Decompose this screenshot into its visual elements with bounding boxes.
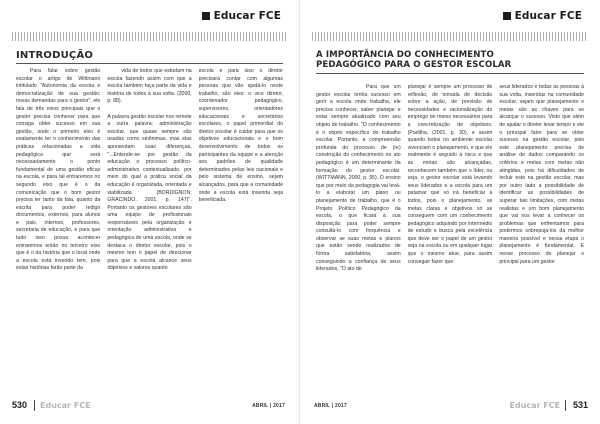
magazine-name: Educar FCE xyxy=(213,10,281,22)
page-header xyxy=(12,10,287,26)
page-number: 531 xyxy=(572,400,588,410)
paragraph: planejar é sempre um processo de reflexão, de tomada de decisão sobre a ação, de previsão de necessidades e racionalização do emprego de meios necessários para a concretização de objetivos. (Padilha, (2001, p. 30), e assim quando todos no ambiente escolar vivenciam o planejamento, e que ele realmente é seguido à risca e que as metas são alcançadas, reconhecem também que o líder, ou seja, o gestor escolar está levando seus liderados e a escola para um patamar que só irá beneficiar a todos, pois o planejamento, as metas claras e objetivos só se conseguem com um conhecimento pedagógico adquirido por intermédio de estudo e busca pela excelência que deve ser o papel de um gestor seja na escola ou em qualquer lugar que o mesmo atue, para assim conseguir fazer que xyxy=(407,84,493,265)
page-footer xyxy=(0,400,299,414)
footer-magazine-name: Educar FCE xyxy=(509,401,560,410)
page-header xyxy=(312,10,588,26)
paragraph: seus liderados e todas as pessoas à sua volta, inseridas na comunidade escolar, vejam que planejamento e metas são as chaves para se alcançar o sucesso. Visto que além de ajudar o diretor levar tempo e ele o principal fator para se obter sucesso na gestão escolar, pois este planejamento precisa de análise de dados comparando os critérios e metas com metas não atingidas, pois há dificuldades de incluir este na gestão escolar, mas por outro lado a possibilidade de identificar as possibilidades de superar tais limitações, com metas realistas e um bom planejamento que vai nos levar a conhecer os problemas que enfrentamos para podermos sobrepujá-los da melhor maneira possível e nessa etapa o planejamento é fundamental. E nesse processo de planejar o principal para um gestor xyxy=(499,84,585,265)
square-bullet-icon xyxy=(503,12,511,20)
footer-separator xyxy=(34,400,35,411)
footer-date: ABRIL | 2017 xyxy=(252,403,285,409)
text-column xyxy=(408,84,493,388)
page-number: 530 xyxy=(12,400,28,410)
paragraph: Para que um gestor escolar tenha sucesso em gerir a escola onde trabalha, ele precisa conhecer, saber planejar e estar sempre atualizado com seu objeto de trabalho. "O conhecimento é o objeto específico do trabalho escolar. Portanto, a compreensão profunda do processo de (re) construção do conhecimento no ato pedagógico é um determinante da formação do gestor escolar. (WITTMANN, 2000, p. 95). O ensino que por meio da pedagogia vai levá-lo a elaborar um plano ou planejamento de trabalho, que é o Projeto Político Pedagógico da escola, o que ficará à sua disposição para poder sempre consultá-lo com frequência e observar se suas metas e planos que estão sendo realizados de forma satisfatória, assim conseguindo a confiança de seus liderados, "O ato de xyxy=(316,84,401,273)
text-columns xyxy=(316,84,584,388)
page-footer xyxy=(300,400,600,414)
footer-magazine-name: Educar FCE xyxy=(40,401,91,410)
header-hatch-divider xyxy=(12,32,287,41)
footer-separator xyxy=(565,400,566,411)
right-page xyxy=(300,0,600,424)
text-column xyxy=(499,84,584,388)
text-column xyxy=(107,68,191,386)
title-underline xyxy=(16,63,283,64)
section-title: INTRODUÇÃO xyxy=(16,50,94,61)
paragraph: vida de todos que estudam na escola fazendo assim com que a escola também faça parte da vida e história de todos à sua volta. (2000, p. 88). A palavra gestão escolar nos remete a outra palavra: administração escolar, que quase sempre são usadas como sinônimas, mas elas apresentam suas diferenças, "...Entende-se por gestão da educação o processo político-administrativo contextualizado, por meio do qual a prática social da educação é organizada, orientada e viabilizada. (BORDIGNON; GRACINDO, 2001, p. 147)". Portanto os gestores escolares são uma equipe de profissionais responsáveis pela organização e orientação administrativa e pedagógica de uma escola, onde se destaca o diretor escolar, pois o mesmo tem o papel de direcionar para que a escola alcance seus objetivos e valores quanto xyxy=(107,68,192,272)
magazine-header-title xyxy=(503,10,582,22)
header-hatch-divider xyxy=(312,32,588,41)
section-title: A IMPORTÂNCIA DO CONHECIMENTO PEDAGÓGICO PARA O GESTOR ESCOLAR xyxy=(316,50,512,70)
text-column xyxy=(16,68,100,386)
square-bullet-icon xyxy=(202,12,210,20)
footer-date: ABRIL | 2017 xyxy=(314,403,347,409)
paragraph: escola e para isso o diretor precisará contar com algumas pessoas que vão ajudá-lo neste trabalho, são eles: o vice diretor, coordenador pedagógico, supervisores, orientadores educacionais e secretários escolares, o papel primordial do diretor escolar é cuidar para que os objetivos educacionais e o bom desenvolvimento de todos os participantes da equipe e a atenção aos padrões de qualidade determinados pelas leis nacionais e pelo sistema de ensino, sejam alcançados, para que a comunidade onde a escola está inserida seja beneficiada. xyxy=(198,68,283,204)
text-column xyxy=(199,68,283,386)
text-columns xyxy=(16,68,283,386)
title-underline xyxy=(316,73,584,74)
magazine-name: Educar FCE xyxy=(514,10,582,22)
paragraph: Para falar sobre gestão escolar o artigo de Wittmann intitulado "Autonomia da escola e democratização de sua gestão: novas demandas para o gestor", ele fala de três eixos principais que o gestor precisa conhecer para que consiga obter sucesso em sua gestão, onde o primeiro eixo é exatamente ter o conhecimento das práticas relacionadas a vida pedagógica que será necessariamente o ponto fundamental de uma gestão eficaz na escola, e para tal entraremos no segundo eixo que é o da comunicação que o bom gestor precisa ter tanto da fala, quanto da escrita para poder redigir documentos, externos, para alunos e pais, internos, professores, secretaria de educação, e para que tudo isso possa acontecer entraremos então no terceiro eixo que é o da história que o local onde a escola está inserido tem, pois estas histórias farão parte da xyxy=(16,68,101,272)
magazine-header-title xyxy=(202,10,281,22)
text-column xyxy=(316,84,401,388)
